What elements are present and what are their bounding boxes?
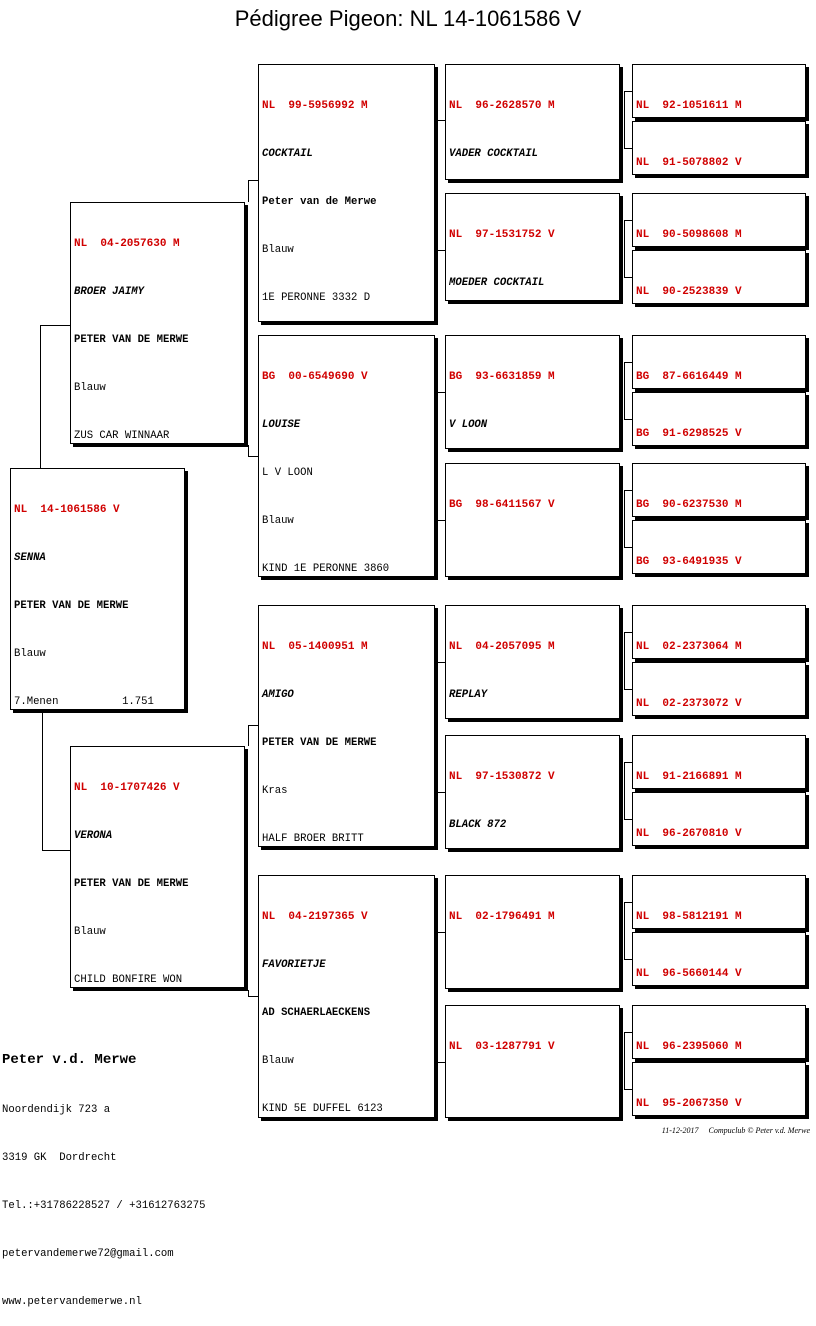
connector-line [624,632,632,633]
connector-line [248,456,258,457]
connector-line [40,325,70,326]
ring-number: NL 90-5098608 M [636,229,742,241]
connector-line [437,662,445,663]
info-line: HALF BROER BRITT [262,833,364,845]
connector-line [624,1089,632,1090]
pigeon-card-sd [258,335,435,577]
pigeon-card-dsss [632,605,806,659]
pigeon-name [449,545,619,561]
connector-line [437,250,445,251]
pigeon-name: REPLAY [449,689,488,701]
connector-line [624,362,625,419]
ring-number: NL 02-2373064 M [636,641,742,653]
pigeon-card-sdss [632,335,806,389]
pigeon-card-ddsd [632,932,806,986]
ring-number: NL 96-2670810 V [636,828,742,840]
ring-number: NL 05-1400951 M [262,641,368,653]
ring-number: NL 97-1531752 V [449,229,555,241]
pigeon-name: BROER JAIMY [74,286,144,298]
pigeon-card-subject [10,468,185,710]
breeder-name: AD SCHAERLAECKENS [262,1007,371,1019]
pigeon-card-dsdd [632,792,806,846]
pigeon-card-ssdd [632,250,806,304]
ring-number: NL 04-2197365 V [262,911,368,923]
info-line: 7.Menen 1.751 [14,696,154,708]
connector-line [42,850,70,851]
ring-number: BG 91-6298525 V [636,428,742,440]
breeder-name: PETER VAN DE MERWE [262,737,377,749]
ring-number: BG 98-6411567 V [449,499,555,511]
pigeon-card-sds [445,335,620,449]
ring-number: NL 96-5660144 V [636,968,742,980]
pigeon-card-dssd [632,662,806,716]
connector-line [624,419,632,420]
pigeon-name: SENNA [14,552,46,564]
ring-number: NL 91-5078802 V [636,157,742,169]
connector-line [437,932,445,933]
ring-number: NL 03-1287791 V [449,1041,555,1053]
ring-number: NL 97-1530872 V [449,771,555,783]
footer-date: 11-12-2017 [661,1126,699,1135]
pigeon-card-sdd [445,463,620,577]
pigeon-name: VADER COCKTAIL [449,148,539,160]
connector-line [248,725,258,726]
pigeon-card-dsds [632,735,806,789]
footer [662,1126,810,1135]
info-line: Kras [262,785,288,797]
ring-number: BG 93-6631859 M [449,371,555,383]
pigeon-card-ssd [445,193,620,301]
connector-line [437,792,445,793]
info-line: Blauw [74,382,106,394]
ring-number: NL 91-2166891 M [636,771,742,783]
info-line: CHILD BONFIRE WON [74,974,183,986]
pigeon-card-sdsd [632,392,806,446]
ring-number: BG 90-6237530 M [636,499,742,511]
pigeon-name: AMIGO [262,689,294,701]
info-line: KIND 5E DUFFEL 6123 [262,1103,383,1115]
contact-name: Peter v.d. Merwe [2,1052,137,1068]
contact-phone: Tel.:+31786228527 / +31612763275 [2,1200,206,1212]
pigeon-name [449,957,619,973]
page-title: Pédigree Pigeon: NL 14-1061586 V [234,6,582,31]
ring-number: BG 93-6491935 V [636,556,742,568]
connector-line [624,490,632,491]
connector-line [624,220,632,221]
ring-number: NL 99-5956992 M [262,100,368,112]
contact-address: Noordendijk 723 a [2,1104,111,1116]
contact-website[interactable]: www.petervandemerwe.nl [2,1296,142,1308]
breeder-name: PETER VAN DE MERWE [74,878,189,890]
ring-number: NL 02-1796491 M [449,911,555,923]
pigeon-card-dss [445,605,620,719]
ring-number: NL 14-1061586 V [14,504,120,516]
ring-number: NL 04-2057095 M [449,641,555,653]
connector-line [624,490,625,547]
connector-line [624,91,625,148]
ring-number: NL 92-1051611 M [636,100,742,112]
connector-line [437,1062,445,1063]
connector-line [248,725,249,746]
pigeon-card-dsd [445,735,620,849]
info-line: Blauw [262,1055,294,1067]
connector-line [624,959,632,960]
pigeon-card-ss [258,64,435,322]
info-line: 1E PERONNE 3332 D [262,292,371,304]
ring-number: NL 96-2628570 M [449,100,555,112]
ring-number: NL 10-1707426 V [74,782,180,794]
ring-number: NL 04-2057630 M [74,238,180,250]
pigeon-card-dam [70,746,245,988]
contact-city: 3319 GK Dordrecht [2,1152,117,1164]
footer-credit: Compuclub © Peter v.d. Merwe [708,1126,810,1135]
connector-line [624,689,632,690]
connector-line [624,902,632,903]
connector-line [624,762,625,819]
pigeon-name: V LOON [449,419,488,431]
ring-number: NL 02-2373072 V [636,698,742,710]
info-line: Blauw [262,244,294,256]
connector-line [42,713,43,850]
info-line: KIND 1E PERONNE 3860 [262,563,390,575]
ring-number: BG 87-6616449 M [636,371,742,383]
connector-line [437,662,438,792]
connector-line [437,392,445,393]
info-line: Blauw [74,926,106,938]
connector-line [624,1032,632,1033]
pigeon-card-dds [445,875,620,989]
connector-line [40,325,41,468]
connector-line [624,547,632,548]
connector-line [437,932,438,1062]
connector-line [624,148,632,149]
pigeon-card-ddds [632,1005,806,1059]
breeder-name: Peter van de Merwe [262,196,377,208]
pigeon-name: MOEDER COCKTAIL [449,277,545,289]
connector-line [248,996,258,997]
pigeon-card-ddd [445,1005,620,1118]
breeder-name: PETER VAN DE MERWE [74,334,189,346]
breeder-name: L V LOON [262,467,313,479]
connector-line [437,120,438,250]
pigeon-card-sire [70,202,245,444]
ring-number: BG 00-6549690 V [262,371,368,383]
connector-line [437,520,445,521]
connector-line [248,180,258,181]
pigeon-card-dddd [632,1062,806,1116]
breeder-name: PETER VAN DE MERWE [14,600,129,612]
connector-line [624,91,632,92]
connector-line [248,180,249,202]
pigeon-card-ddss [632,875,806,929]
connector-line [624,632,625,689]
pigeon-card-ssss [632,64,806,118]
pigeon-card-ssds [632,193,806,247]
pigeon-card-dd [258,875,435,1118]
ring-number: NL 90-2523839 V [636,286,742,298]
pigeon-name: BLACK 872 [449,819,507,831]
connector-line [624,362,632,363]
pigeon-card-sddd [632,520,806,574]
pigeon-name: COCKTAIL [262,148,313,160]
contact-email[interactable]: petervandemerwe72@gmail.com [2,1248,174,1260]
connector-line [624,277,632,278]
connector-line [624,762,632,763]
breeder-contact [2,1018,205,1326]
connector-line [437,392,438,520]
info-line: Blauw [262,515,294,527]
connector-line [624,1032,625,1089]
pigeon-card-sssd [632,121,806,175]
info-line: Blauw [14,648,46,660]
connector-line [437,120,445,121]
pigeon-card-sss [445,64,620,180]
connector-line [624,902,625,959]
pigeon-card-ds [258,605,435,847]
pigeon-card-sdds [632,463,806,517]
pigeon-name: LOUISE [262,419,301,431]
ring-number: NL 98-5812191 M [636,911,742,923]
ring-number: NL 96-2395060 M [636,1041,742,1053]
pigeon-name: FAVORIETJE [262,959,326,971]
pigeon-name [449,1087,619,1103]
info-line: ZUS CAR WINNAAR [74,430,170,442]
ring-number: NL 95-2067350 V [636,1098,742,1110]
connector-line [624,819,632,820]
pigeon-name: VERONA [74,830,113,842]
connector-line [624,220,625,277]
